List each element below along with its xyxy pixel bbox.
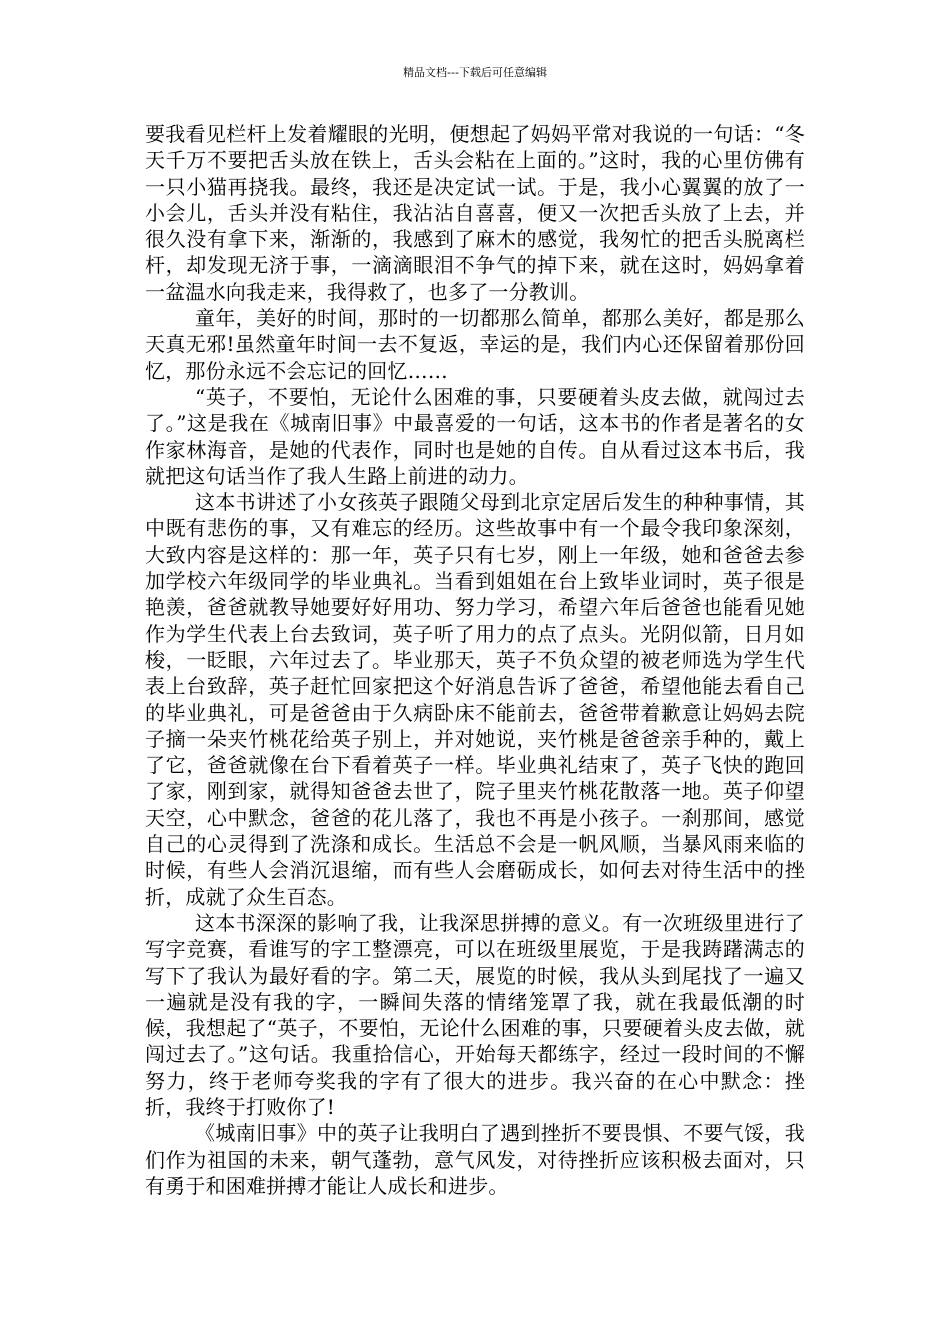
paragraph-2: 童年，美好的时间，那时的一切都那么简单，都那么美好，都是那么天真无邪!虽然童年时间一去不复返，幸运的是，我们内心还保留着那份回忆，那份永远不会忘记的回忆…… xyxy=(145,306,805,383)
document-body xyxy=(145,121,805,1199)
paragraph-3: “英子，不要怕，无论什么困难的事，只要硬着头皮去做，就闯过去了。”这是我在《城南旧事》中最喜爱的一句话，这本书的作者是著名的女作家林海音，是她的代表作，同时也是她的自传。自从看过这本书后，我就把这句话当作了我人生路上前进的动力。 xyxy=(145,384,805,488)
paragraph-6: 《城南旧事》中的英子让我明白了遇到挫折不要畏惧、不要气馁，我们作为祖国的未来，朝气蓬勃，意气风发，对待挫折应该积极去面对，只有勇于和困难拼搏才能让人成长和进步。 xyxy=(145,1121,805,1198)
page-header: 精品文档---下载后可任意编辑 xyxy=(403,66,547,79)
paragraph-1: 要我看见栏杆上发着耀眼的光明，便想起了妈妈平常对我说的一句话：“冬天千万不要把舌头放在铁上，舌头会粘在上面的。”这时，我的心里仿佛有一只小猫再挠我。最终，我还是决定试一试。于是，我小心翼翼的放了一小会儿，舌头并没有粘住，我沾沾自喜喜，便又一次把舌头放了上去，并很久没有拿下来，渐渐的，我感到了麻木的感觉，我匆忙的把舌头脱离栏杆，却发现无济于事，一滴滴眼泪不争气的掉下来，就在这时，妈妈拿着一盆温水向我走来，我得救了，也多了一分教训。 xyxy=(145,122,805,304)
paragraph-4: 这本书讲述了小女孩英子跟随父母到北京定居后发生的种种事情，其中既有悲伤的事，又有难忘的经历。这些故事中有一个最令我印象深刻，大致内容是这样的：那一年，英子只有七岁，刚上一年级，她和爸爸去参加学校六年级同学的毕业典礼。当看到姐姐在台上致毕业词时，英子很是艳羡，爸爸就教导她要好好用功、努力学习，希望六年后爸爸也能看见她作为学生代表上台去致词，英子听了用力的点了点头。光阴似箭，日月如梭，一眨眼，六年过去了。毕业那天，英子不负众望的被老师选为学生代表上台致辞，英子赶忙回家把这个好消息告诉了爸爸，希望他能去看自己的毕业典礼，可是爸爸由于久病卧床不能前去，爸爸带着歉意让妈妈去院子摘一朵夹竹桃花给英子别上，并对她说，夹竹桃是爸爸亲手种的，戴上了它，爸爸就像在台下看着英子一样。毕业典礼结束了，英子飞快的跑回了家，刚到家，就得知爸爸去世了，院子里夹竹桃花散落一地。英子仰望天空，心中默念，爸爸的花儿落了，我也不再是小孩子。一刹那间，感觉自己的心灵得到了洗涤和成长。生活总不会是一帆风顺，当暴风雨来临的时候，有些人会消沉退缩，而有些人会磨砺成长，如何去对待生活中的挫折，成就了众生百态。 xyxy=(145,490,805,909)
paragraph-5: 这本书深深的影响了我，让我深思拼搏的意义。有一次班级里进行了写字竞赛，看谁写的字工整漂亮，可以在班级里展览，于是我踌躇满志的写下了我认为最好看的字。第二天，展览的时候，我从头到尾找了一遍又一遍就是没有我的字，一瞬间失落的情绪笼罩了我，就在我最低潮的时候，我想起了“英子，不要怕，无论什么困难的事，只要硬着头皮去做，就闯过去了。”这句话。我重拾信心，开始每天都练字，经过一段时间的不懈努力，终于老师夸奖我的字有了很大的进步。我兴奋的在心中默念：挫折，我终于打败你了! xyxy=(145,910,805,1119)
